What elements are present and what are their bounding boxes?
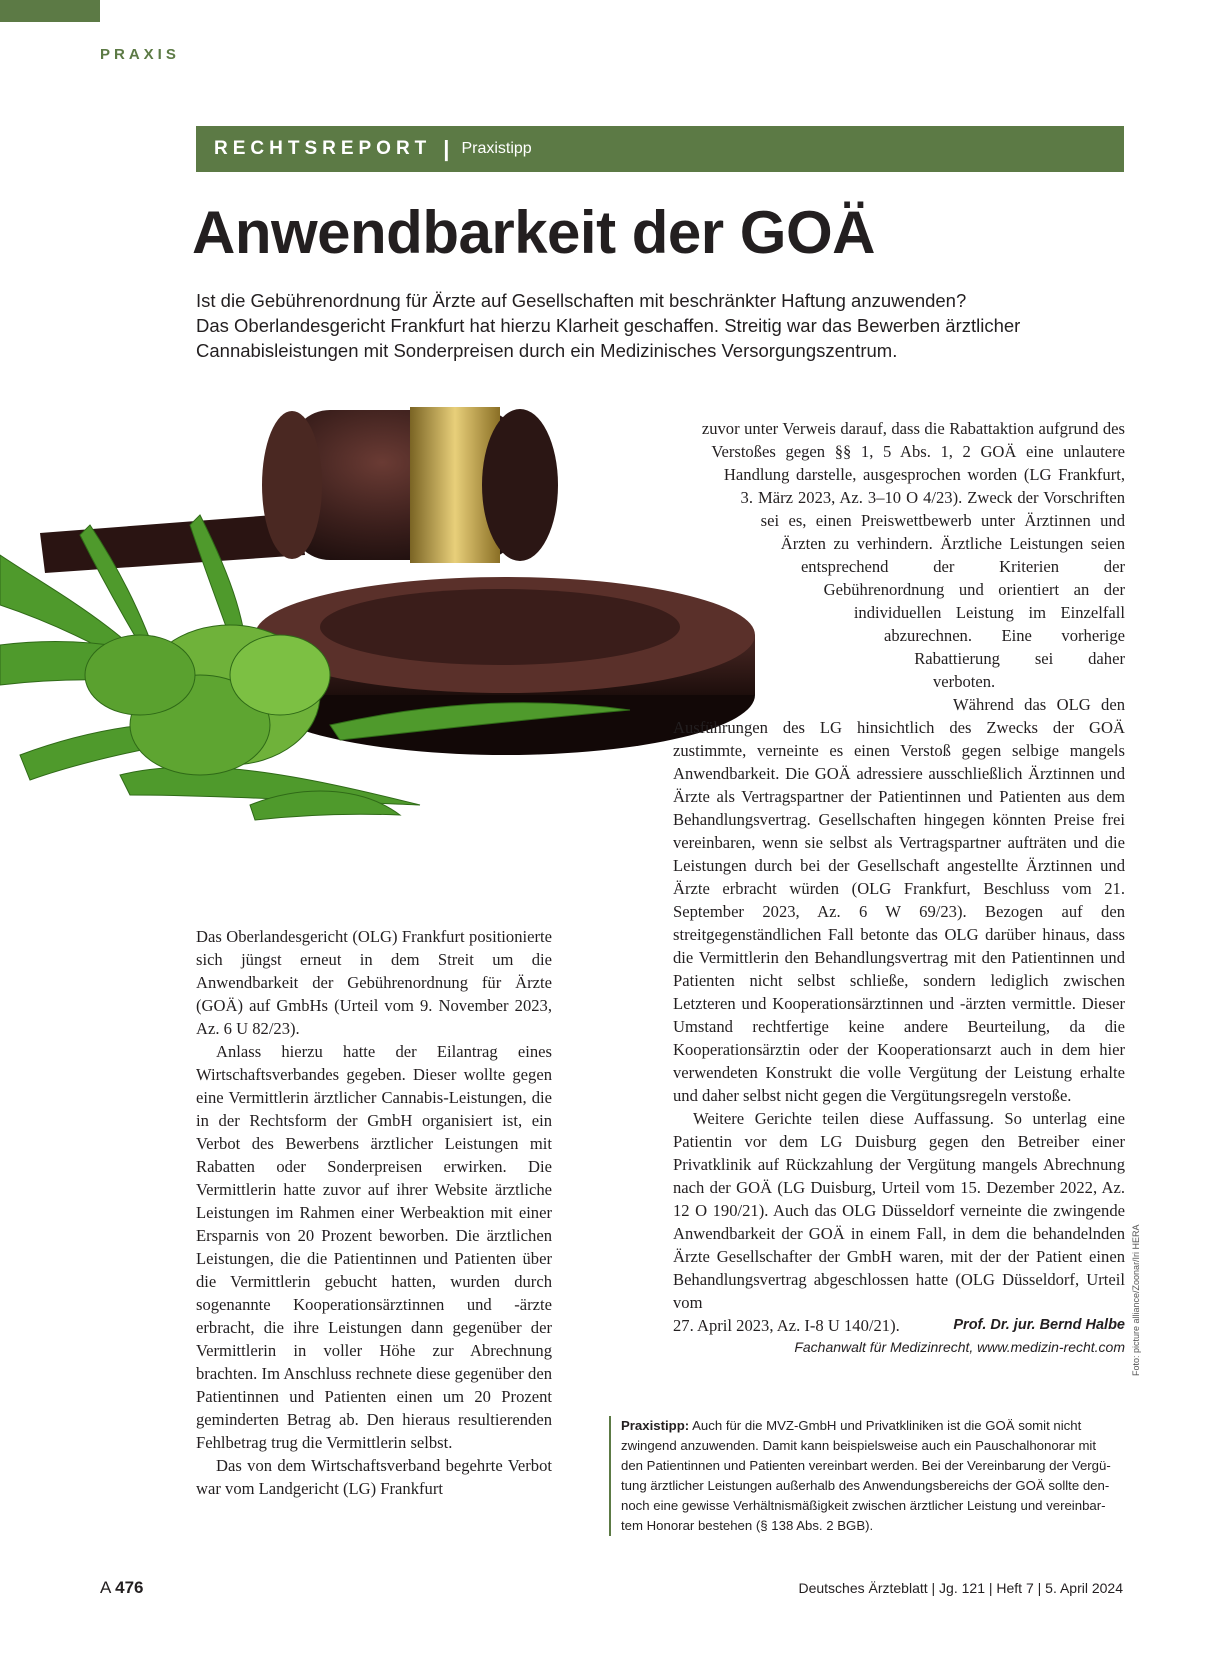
article-lead: [196, 288, 1116, 363]
article-paragraph: Das von dem Wirtschaftsverband begehrte Verbot war vom Landgericht (LG) Frankfurt: [196, 1456, 552, 1498]
journal-info: Deutsches Ärzteblatt | Jg. 121 | Heft 7 | 5. April 2024: [798, 1580, 1123, 1596]
gavel-handle: [40, 513, 305, 573]
tip-text: Auch für die MVZ-GmbH und Privatkliniken ist die GOÄ somit nicht: [689, 1418, 1082, 1433]
gavel-head: [262, 407, 558, 563]
article-paragraph: Das Oberlandesgericht (OLG) Frankfurt positionierte sich jüngst erneut in dem Streit um die Anwendbarkeit der Gebührenordnung für Ärzte (GOÄ) auf GmbHs (Urteil vom 9. November 2023, Az. 6 U 82/23).: [196, 927, 552, 1038]
tip-line: noch eine gewisse Verhältnismäßigkeit zwischen ärztlicher Leistung und vereinbar-: [621, 1498, 1106, 1513]
rubric-subtitle: Praxistipp: [461, 140, 532, 157]
article-paragraph: Weitere Gerichte teilen diese Auffassung. So unterlag eine Patientin vor dem LG Duisburg gegen den Betreiber einer Privatklinik auf Rückzahlung der Vergütung mangels Abrechnung nach der GOÄ (LG Duisburg, Urteil vom 15. Dezember 2022, Az. 12 O 190/21). Auch das OLG Düsseldorf verneinte die zwingende Anwendbarkeit der GOÄ in einem Fall, in dem die behandelnden Ärzte Gesellschafter der GmbH waren, mit der der Patient einen Behandlungsvertrag abgeschlossen hatte (OLG Düsseldorf, Urteil vom: [673, 1109, 1125, 1312]
article-paragraph: Anlass hierzu hatte der Eilantrag eines Wirtschaftsverbandes gegeben. Dieser wollte gegen eine Vermittlerin ärztlicher Cannabis-Leistungen, die in der Rechtsform der GmbH organisiert ist, ein Verbot des Bewerbens ärztlicher Leistungen mit Rabatten oder Sonderpreisen erwirken. Die Vermittlerin hatte zuvor auf ihrer Website ärztliche Leistungen im Rahmen einer Werbeaktion mit einer Ersparnis von 20 Prozent beworben. Die ärztlichen Leistungen, die die Patientinnen und Patienten über die Vermittlerin gebucht hatten, wurden durch sogenannte Kooperationsärztinnen und -ärzte erbracht, die ihre Leistungen dann gegenüber der Vermittlerin in voller Höhe zur Abrechnung brachten. Im Anschluss rechnete diese gegenüber den Patientinnen und Patienten einen um 20 Prozent geminderten Betrag ab. Den hieraus resultierenden Fehlbetrag trug die Vermittlerin selbst.: [196, 1042, 552, 1452]
author-name: Prof. Dr. jur. Bernd Halbe: [953, 1317, 1125, 1333]
tip-line: tem Honorar bestehen (§ 138 Abs. 2 BGB).: [621, 1518, 874, 1533]
page-number-value: 476: [115, 1578, 144, 1597]
lead-line: Cannabisleistungen mit Sonderpreisen durch ein Medizinisches Versorgungszentrum.: [196, 340, 898, 361]
article-paragraph: zuvor unter Verweis darauf, dass die Rabattaktion aufgrund des Verstoßes gegen §§ 1, 5 Abs. 1, 2 GOÄ eine unlautere Handlung darstelle, ausgesprochen worden (LG Frankfurt, 3. März 2023, Az. 3–10 O 4/23). Zweck der Vorschriften sei es, einen Preiswettbewerb unter Ärztinnen und Ärzten zu verhindern. Ärztliche Leistungen seien entsprechend der Kriterien der Gebührenordnung und orientiert an der individuellen Leistung im Einzelfall abzurechnen. Eine vorherige Rabattierung sei daher verboten.: [701, 419, 1125, 691]
gavel-cannabis-illustration: [0, 395, 770, 895]
closing-fragment: 27. April 2023, Az. I-8 U 140/21).: [673, 1316, 900, 1335]
tip-line: tung ärztlicher Leistungen außerhalb des Anwendungsbereichs der GOÄ sollte den-: [621, 1478, 1110, 1493]
section-color-tab: [0, 0, 100, 22]
article-title: Anwendbarkeit der GOÄ: [192, 199, 875, 266]
article-column-right: [673, 417, 1125, 1357]
page-prefix: A: [100, 1578, 111, 1597]
author-role: Fachanwalt für Medizinrecht, www.medizin-recht.com: [794, 1339, 1125, 1355]
tip-line: den Patientinnen und Patienten vereinbart werden. Bei der Vereinbarung der Vergü-: [621, 1458, 1111, 1473]
tip-line: zwingend anzuwenden. Damit kann beispielsweise auch ein Pauschalhonorar mit: [621, 1438, 1097, 1453]
rubric-separator: |: [443, 136, 450, 161]
article-column-left: [196, 925, 552, 1500]
tip-label: Praxistipp:: [621, 1418, 690, 1433]
lead-line: Ist die Gebührenordnung für Ärzte auf Gesellschaften mit beschränkter Haftung anzuwenden?: [196, 290, 967, 311]
rubric-bar: [196, 126, 1124, 172]
article-paragraph: Während das OLG den Ausführungen des LG hinsichtlich des Zwecks der GOÄ zustimmte, verneinte es einen Verstoß gegen selbige mangels Anwendbarkeit. Die GOÄ adressiere ausschließlich Ärztinnen und Ärzte als Vertragspartner der Patientinnen und Patienten aus dem Behandlungsvertrag. Gesellschaften hingegen könnten Preise frei vereinbaren, wenn sie selbst als Vertragspartner aufträten und die Leistungen durch bei der Gesellschaft angestellte Ärztinnen und Ärzte erbracht würden (OLG Frankfurt, Beschluss vom 21. September 2023, Az. 6 W 69/23). Bezogen auf den streitgegenständlichen Fall betonte das OLG darüber hinaus, dass die Vermittlerin den Behandlungsvertrag mit den Patientinnen und Patienten nicht selbst schließe, sondern lediglich zwischen Letzteren und Kooperationsärztinnen und -ärzten vermittle. Dieser Umstand rechtfertige keine andere Beurteilung, da die Kooperationsärztin oder der Kooperationsarzt auch in dem hier verwendeten Konstrukt die volle Vergütung der Leistung erhalte und daher selbst nicht gegen die Vergütungsregeln verstoße.: [673, 695, 1125, 1105]
lead-line: Das Oberlandesgericht Frankfurt hat hierzu Klarheit geschaffen. Streitig war das Bewerben ärztlicher: [196, 315, 1021, 336]
author-line: [673, 1314, 1125, 1337]
practice-tip-box: [609, 1416, 1137, 1536]
rubric-title: RECHTSREPORT: [214, 138, 432, 159]
section-label: PRAXIS: [100, 46, 180, 63]
page-number: [100, 1578, 144, 1598]
tip-line: [621, 1416, 1137, 1436]
photo-credit: Foto: picture alliance/Zoonar/Iri HERA: [1131, 1224, 1141, 1376]
